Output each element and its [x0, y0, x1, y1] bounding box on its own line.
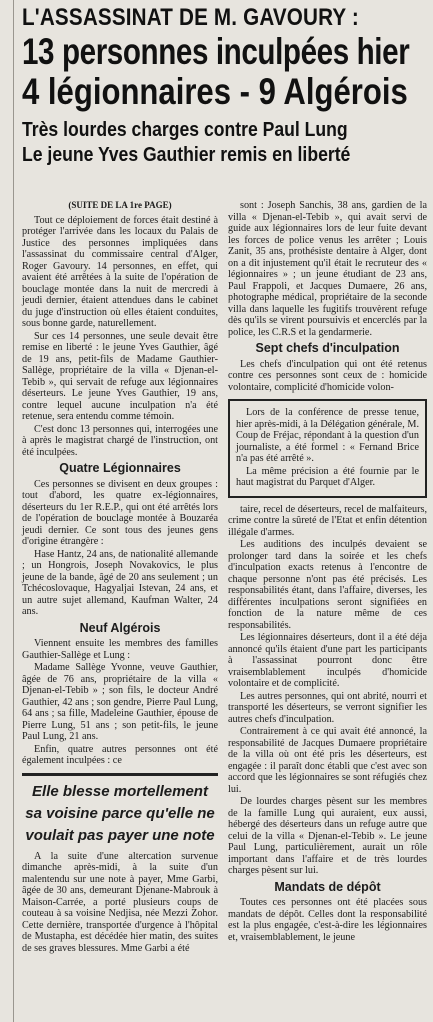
boxed-note [228, 399, 427, 498]
paragraph: De lourdes charges pèsent sur les membres de la famille Lung qui auraient, eux aussi, hébergé des déserteurs dans un refuge autre que celui de la villa « Djenan-el-Tebib ». Le jeune Paul Lung, particulièrement, aurait un rôle important dans l'affaire et de très lourdes charges pèsent sur lui. [228, 796, 427, 876]
paragraph: Enfin, quatre autres personnes ont été également inculpées : ce [22, 743, 218, 766]
paragraph: Ces personnes se divisent en deux groupes : tout d'abord, les quatre ex-légionnaires, déserteurs du 1er R.E.P., qui ont été arrêtés lors de l'opération de bouclage montée à Bouzaréa jeudi dernier. Ce sont tous des jeunes gens d'origine étrangère : [22, 478, 218, 547]
paragraph: Tout ce déploiement de forces était destiné à protéger l'arrivée dans les locaux du Palais de Justice des personnes impliquées dans l'assassinat du commissaire central d'Alger, Roger Gavoury. 14 personnes, en effet, qui avaient été arrêtées à la suite de l'opération de bouclage montée dans la nuit de mercredi à jeudi dernier, étaient attendues dans le cabinet du juge d'instruction où elles étaient conduites, sous bonne garde, naturellement. [22, 214, 218, 329]
paragraph: C'est donc 13 personnes qui, interrogées une à après le magistrat chargé de l'instruction, ont été inculpées. [22, 423, 218, 458]
paragraph: Viennent ensuite les membres des familles Gauthier-Sallège et Lung : [22, 638, 218, 661]
paragraph: Les chefs d'inculpation qui ont été retenus contre ces personnes sont ceux de : homicide volontaire, complicité d'homicide volon- [228, 358, 427, 393]
subhead-1: Très lourdes charges contre Paul Lung [22, 119, 348, 141]
subhead-2: Le jeune Yves Gauthier remis en liberté [22, 144, 351, 166]
paragraph: Hase Hantz, 24 ans, de nationalité allemande ; un Hongrois, Joseph Novakovics, le plus jeune de la bande, âgé de 20 ans seulement ; un Tchécoslovaque, Hagyaljai Istevan, 24 ans, et un autre sujet allemand, Kaufman Walter, 24 ans. [22, 548, 218, 617]
paragraph: A la suite d'une altercation survenue dimanche après-midi, à la suite d'un malentendu sur une note à payer, Mme Garbi, âgée de 30 ans, demeurant Djenane-Mabrouk à Maison-Carrée, a porté plusieurs coups de couteau à sa voisine Nedjisa, née Mezzi Zohor. Cette dernière, transportée d'urgence à l'hôpital de Mustapha, est décédée hier matin, des suites de ses graves blessures. Mme Garbi a été [22, 850, 218, 954]
section-title-legionnaires: Quatre Légionnaires [59, 461, 181, 475]
article-columns [22, 200, 427, 1020]
boxed-note-paragraph: Lors de la conférence de presse tenue, hier après-midi, à la Délégation générale, M. Coup de Fréjac, répondant à la question d'un journaliste, a été formel : « Fernand Brice n'a pas été arrêté ». [236, 407, 419, 464]
headline-line-1: L'ASSASSINAT DE M. GAVOURY : [22, 4, 359, 31]
continuation-note: (SUITE DE LA 1re PAGE) [68, 200, 172, 210]
section-title-chefs: Sept chefs d'inculpation [255, 341, 400, 355]
section-title-algerois: Neuf Algérois [79, 620, 161, 635]
paragraph: Toutes ces personnes ont été placées sous mandats de dépôt. Celles dont la responsabilité est la plus engagée, c'est-à-dire les légionnaires et, vraisemblablement, le jeune [228, 897, 427, 943]
paragraph: Les autres personnes, qui ont abrité, nourri et transporté les déserteurs, se verront signifier les autres chefs d'inculpation. [228, 690, 427, 725]
column-left [22, 200, 218, 955]
column-right [228, 200, 427, 944]
paragraph: Sur ces 14 personnes, une seule devait être remise en liberté : le jeune Yves Gauthier, âgé de 19 ans, petit-fils de Madame Gauthier-Sallège, propriétaire de la villa « Djenan-el-Tebib », qui servait de refuge aux légionnaires déserteurs. Le jeune Yves Gauthier, 19 ans, contre lequel aucune inculpation n'a été retenue, sera entendu comme témoin. [22, 330, 218, 422]
sidebar-article-title: Elle blesse mortellement sa voisine parce qu'elle ne voulait pas payer une note [22, 773, 218, 847]
paragraph: sont : Joseph Sanchis, 38 ans, gardien de la villa « Djenan-el-Tebib », qui avait servi de guide aux légionnaires lors de leur fuite devant les forces de police venus les arrêter ; Louis Zanit, 35 ans, prothésiste dentaire à Alger, dont on a dit injustement qu'il était le recruteur des « légionnaires » ; un jeune étudiant de 23 ans, Paul Frappoli, et Jacques Dumaere, 26 ans, photographe médical, propriétaire de la seconde villa dans laquelle les fugitifs trouvèrent refuge dès qu'ils se virent poursuivis et encerclés par la police, les C.R.S et la gendarmerie. [228, 200, 427, 338]
paragraph: Contrairement à ce qui avait été annoncé, la responsabilité de Jacques Dumaere propriétaire de la villa où ont été pris les déserteurs, est engagée : il paraît donc établi que c'est avec son accord que les légionnaires se sont réfugiés chez lui. [228, 726, 427, 795]
paragraph: Les légionnaires déserteurs, dont il a été déja annoncé qu'ils étaient d'une part les participants à l'assassinat pourront donc être vraisemblablement inculpés d'homicide volontaire et de complicité. [228, 632, 427, 689]
headline-line-2: 13 personnes inculpées hier [22, 31, 410, 72]
boxed-note-paragraph: La même précision a été fournie par le haut magistrat du Parquet d'Alger. [236, 465, 419, 488]
paragraph: taire, recel de déserteurs, recel de malfaiteurs, crime contre la sûreté de l'Etat et enfin détention illégale d'armes. [228, 503, 427, 538]
paragraph: Les auditions des inculpés devaient se prolonger tard dans la soirée et les chefs d'inculpation exacts retenus à l'encontre de chaque personne n'ont pas été précisés. Les responsabilités étant, dans l'affaire, diverses, les différentes inculpations seront signifiées en fonction de la nature même de ces responsabilités. [228, 539, 427, 631]
headline-line-3: 4 légionnaires - 9 Algérois [22, 71, 408, 112]
section-title-mandats: Mandats de dépôt [274, 879, 381, 894]
paragraph: Madame Sallège Yvonne, veuve Gauthier, âgée de 76 ans, propriétaire de la villa « Djenan-el-Tebib » ; son fils, le docteur André Gauthier, 42 ans ; son gendre, Pierre Paul Lung, 64 ans ; sa fille, Madeleine Gauthier, épouse de Pierre Lung, 51 ans ; son petit-fils, le jeune Paul Lung, 21 ans. [22, 662, 218, 742]
